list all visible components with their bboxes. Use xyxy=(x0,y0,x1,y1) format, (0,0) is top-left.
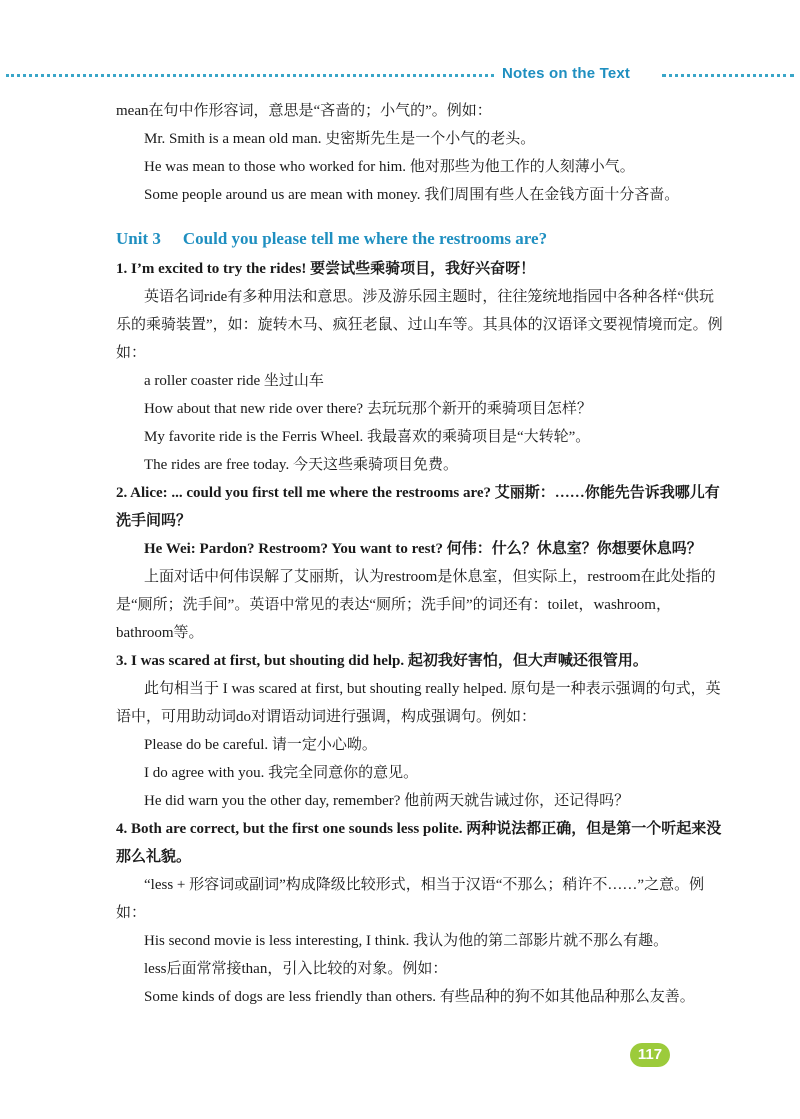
intro-example: He was mean to those who worked for him. 他对那些为他工作的人刻薄小气。 xyxy=(144,159,635,175)
note-example: less后面常常接than，引入比较的对象。例如： xyxy=(144,961,448,977)
running-header xyxy=(0,62,800,88)
note-body: 此句相当于 I was scared at first, but shouting really helped. 原句是一种表示强调的句式，英语中，可用助动词do对谓语动词进行强调，构成强调句。例如： xyxy=(116,681,721,725)
note-body: 英语名词ride有多种用法和意思。涉及游乐园主题时，往往笼统地指园中各种各样“供玩乐的乘骑装置”，如：旋转木马、疯狂老鼠、过山车等。其具体的汉语译文要视情境而定。例如： xyxy=(116,289,723,361)
note-body: “less + 形容词或副词”构成降级比较形式，相当于汉语“不那么；稍许不……”之意。例如： xyxy=(116,877,705,921)
note-heading: 2. Alice: ... could you first tell me where the restrooms are? 艾丽斯：……你能先告诉我哪儿有洗手间吗？ xyxy=(116,485,720,529)
intro-line: mean在句中作形容词，意思是“吝啬的；小气的”。例如： xyxy=(116,103,492,119)
page-number-badge: 117 xyxy=(630,1043,670,1067)
note-example: I do agree with you. 我完全同意你的意见。 xyxy=(144,765,419,781)
intro-example: Mr. Smith is a mean old man. 史密斯先生是一个小气的老头。 xyxy=(144,131,536,147)
note-example: His second movie is less interesting, I think. 我认为他的第二部影片就不那么有趣。 xyxy=(144,933,669,949)
page-content xyxy=(116,97,724,1011)
header-dotted-rule-right xyxy=(662,74,794,77)
unit-number: Unit 3 xyxy=(116,229,161,248)
note-heading: 3. I was scared at first, but shouting did help. 起初我好害怕，但大声喊还很管用。 xyxy=(116,653,648,669)
unit-heading xyxy=(116,225,724,253)
note-heading-line2: He Wei: Pardon? Restroom? You want to rest? 何伟：什么？休息室？你想要休息吗？ xyxy=(144,541,702,557)
note-example: Some kinds of dogs are less friendly than others. 有些品种的狗不如其他品种那么友善。 xyxy=(144,989,695,1005)
note-example: He did warn you the other day, remember? 他前两天就告诫过你，还记得吗？ xyxy=(144,793,630,809)
note-body: 上面对话中何伟误解了艾丽斯，认为restroom是休息室，但实际上，restroom在此处指的是“厕所；洗手间”。英语中常见的表达“厕所；洗手间”的词还有：toilet，washroom，bathroom等。 xyxy=(116,569,716,641)
header-title: Notes on the Text xyxy=(502,65,631,82)
note-example: The rides are free today. 今天这些乘骑项目免费。 xyxy=(144,457,458,473)
note-example: My favorite ride is the Ferris Wheel. 我最喜欢的乘骑项目是“大转轮”。 xyxy=(144,429,591,445)
note-example: How about that new ride over there? 去玩玩那个新开的乘骑项目怎样？ xyxy=(144,401,592,417)
note-heading: 1. I’m excited to try the rides! 要尝试些乘骑项目，我好兴奋呀！ xyxy=(116,261,536,277)
header-dotted-rule xyxy=(6,74,494,77)
intro-example: Some people around us are mean with money. 我们周围有些人在金钱方面十分吝啬。 xyxy=(144,187,680,203)
note-heading: 4. Both are correct, but the first one sounds less polite. 两种说法都正确，但是第一个听起来没那么礼貌。 xyxy=(116,821,722,865)
unit-title: Could you please tell me where the restrooms are? xyxy=(182,229,548,248)
note-example: a roller coaster ride 坐过山车 xyxy=(144,373,324,389)
note-example: Please do be careful. 请一定小心呦。 xyxy=(144,737,377,753)
